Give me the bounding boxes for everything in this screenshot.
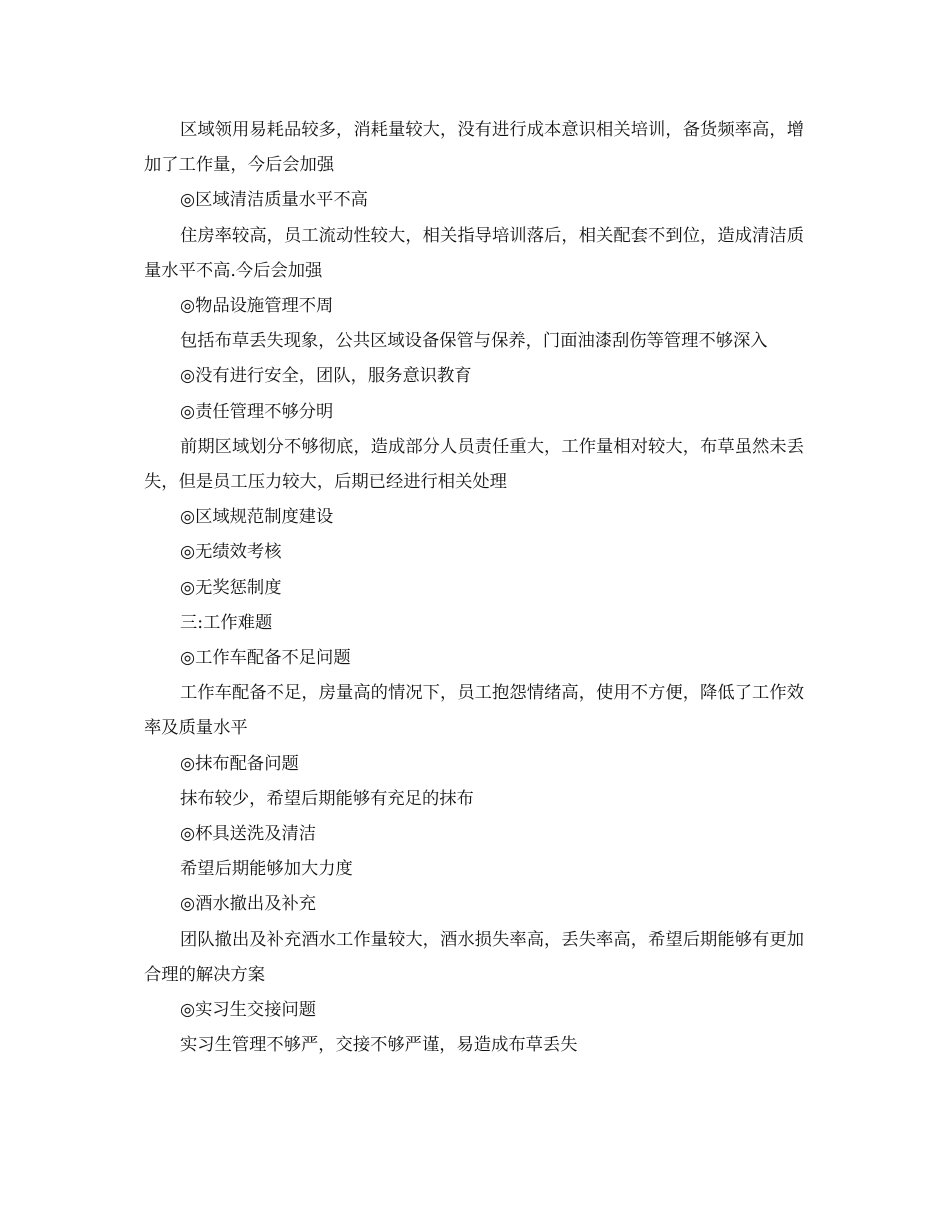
paragraph: 工作车配备不足，房量高的情况下，员工抱怨情绪高，使用不方便，降低了工作效率及质量水平 xyxy=(144,683,804,739)
section-heading: ◎杯具送洗及清洁 xyxy=(180,824,317,845)
section-heading: ◎责任管理不够分明 xyxy=(180,401,334,422)
section-heading: ◎区域规范制度建设 xyxy=(180,507,334,528)
paragraph: 希望后期能够加大力度 xyxy=(180,859,353,880)
section-heading: ◎抹布配备问题 xyxy=(180,753,299,774)
section-heading: ◎无绩效考核 xyxy=(180,542,282,563)
paragraph: 实习生管理不够严，交接不够严谨，易造成布草丢失 xyxy=(180,1035,578,1056)
paragraph: 住房率较高，员工流动性较大，相关指导培训落后，相关配套不到位，造成清洁质量水平不高.今后会加强 xyxy=(144,225,804,281)
section-heading: ◎没有进行安全，团队，服务意识教育 xyxy=(180,366,472,387)
paragraph: 抹布较少，希望后期能够有充足的抹布 xyxy=(180,788,474,809)
section-heading: ◎无奖惩制度 xyxy=(180,577,282,598)
section-heading: ◎物品设施管理不周 xyxy=(180,296,334,317)
section-heading: ◎区域清洁质量水平不高 xyxy=(180,190,368,211)
document-body xyxy=(144,113,804,1063)
section-heading: ◎实习生交接问题 xyxy=(180,1000,317,1021)
paragraph: 团队撤出及补充酒水工作量较大，酒水损失率高，丢失率高，希望后期能够有更加合理的解决方案 xyxy=(144,929,804,985)
paragraph: 前期区域划分不够彻底，造成部分人员责任重大，工作量相对较大，布草虽然未丢失，但是员工压力较大，后期已经进行相关处理 xyxy=(144,436,804,493)
section-heading: ◎酒水撤出及补充 xyxy=(180,894,317,915)
chapter-heading: 三:工作难题 xyxy=(180,612,273,633)
paragraph: 区域领用易耗品较多，消耗量较大，没有进行成本意识相关培训，备货频率高，增加了工作量，今后会加强 xyxy=(144,120,804,176)
paragraph: 包括布草丢失现象，公共区域设备保管与保养，门面油漆刮伤等管理不够深入 xyxy=(180,331,768,352)
section-heading: ◎工作车配备不足问题 xyxy=(180,648,351,669)
